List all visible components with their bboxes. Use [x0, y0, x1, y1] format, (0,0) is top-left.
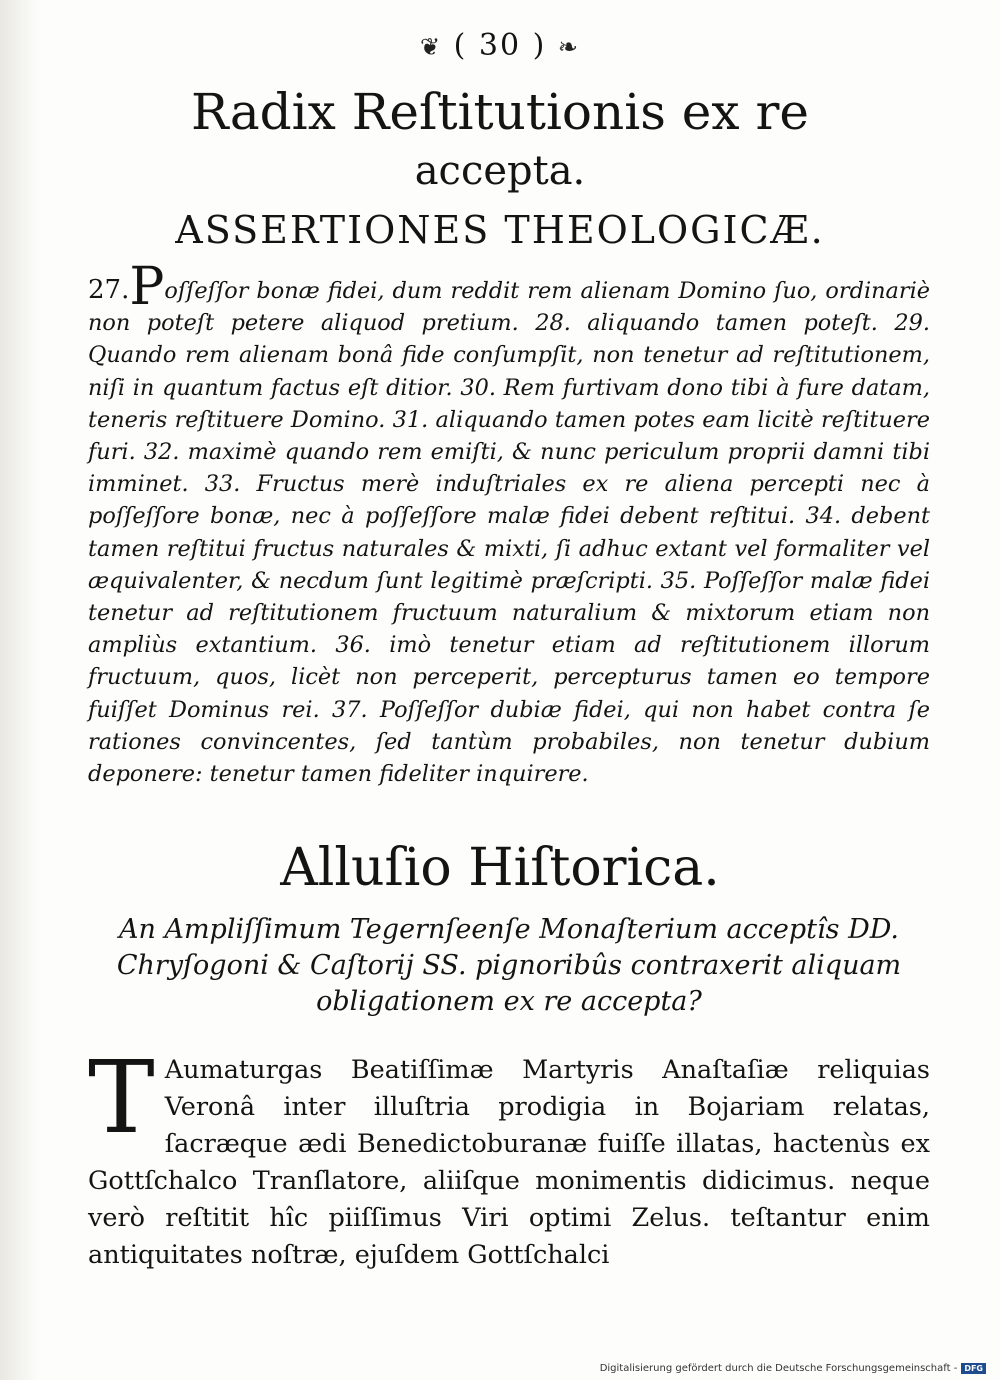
assertions-paragraph: [88, 257, 930, 790]
page-title: Radix Reſtitutionis ex re: [191, 83, 809, 141]
dfg-logo: DFG: [961, 1363, 986, 1374]
ornament-left-icon: ❦: [420, 33, 443, 61]
body-dropcap: T: [88, 1039, 155, 1156]
page-number-text: ( 30 ): [453, 28, 547, 63]
assertions-heading: ASSERTIONES THEOLOGICÆ.: [175, 208, 825, 252]
assertion-number: 27.: [88, 275, 130, 305]
body-paragraph: [88, 1039, 930, 1274]
ornament-right-icon: ❧: [557, 33, 580, 61]
historic-heading: Alluſio Hiſtorica.: [280, 838, 720, 898]
assertions-text: oſſeſſor bonæ fidei, dum reddit rem alienam Domino ſuo, ordinariè non poteſt petere aliquod pretium. 28. aliquando tamen poteſt. 29. Quando rem alienam bonâ fide conſumpſit, non tenetur ad reſtitutionem, niſi in quantum factus eſt ditior. 30. Rem furtivam dono tibi à fure datam, teneris reſtituere Domino. 31. aliquando tamen potes eam licitè reſtituere furi. 32. maximè quando rem emiſti, & nunc periculum proprii damni tibi imminet. 33. Fructus merè induſtriales ex re aliena percepti nec à poſſeſſore bonæ, nec à poſſeſſore malæ fidei debent reſtitui. 34. debent tamen reſtitui fructus naturales & mixti, ſi adhuc extant vel formaliter vel æquivalenter, & necdum ſunt legitimè præſcripti. 35. Poſſeſſor malæ fidei tenetur ad reſtitutionem fructuum naturalium & mixtorum etiam non ampliùs extantium. 36. imò tenetur etiam ad reſtitutionem illorum fructuum, quos, licèt non perceperit, percepturus tamen eo tempore fuiſſet Dominus rei. 37. Poſſeſſor dubiæ fidei, qui non habet contra ſe rationes convincentes, ſed tantùm probabiles, non tenetur dubium deponere: tenetur tamen fideliter inquirere.: [88, 278, 930, 788]
assertion-initial: P: [129, 257, 165, 317]
body-text: Aumaturgas Beatiſſimæ Martyris Anaſtaſiæ reliquias Veronâ inter illuſtria prodigia in Bojariam relatas, ſacræque ædi Benedictoburanæ fuiſſe illatas, hactenùs ex Gottſchalco Tranſlatore, aliiſque monimentis didicimus. neque verò reſtitit hîc piiſſimus Viri optimi Zelus. teſtantur enim antiquitates noſtræ, ejuſdem Gottſchalci: [88, 1055, 930, 1270]
historic-question: An Ampliſſimum Tegernſeenſe Monaſterium acceptîs DD. Chryſogoni & Caſtorij SS. pignoribûs contraxerit aliquam obligationem ex re accepta?: [116, 914, 902, 1017]
page-number: [0, 28, 1000, 63]
footer-text: Digitalisierung gefördert durch die Deutsche Forschungsgemeinschaft -: [599, 1363, 958, 1374]
footer-credit: [600, 1363, 986, 1374]
page-edge-shadow: [0, 0, 40, 1380]
page-subtitle: accepta.: [414, 148, 586, 194]
